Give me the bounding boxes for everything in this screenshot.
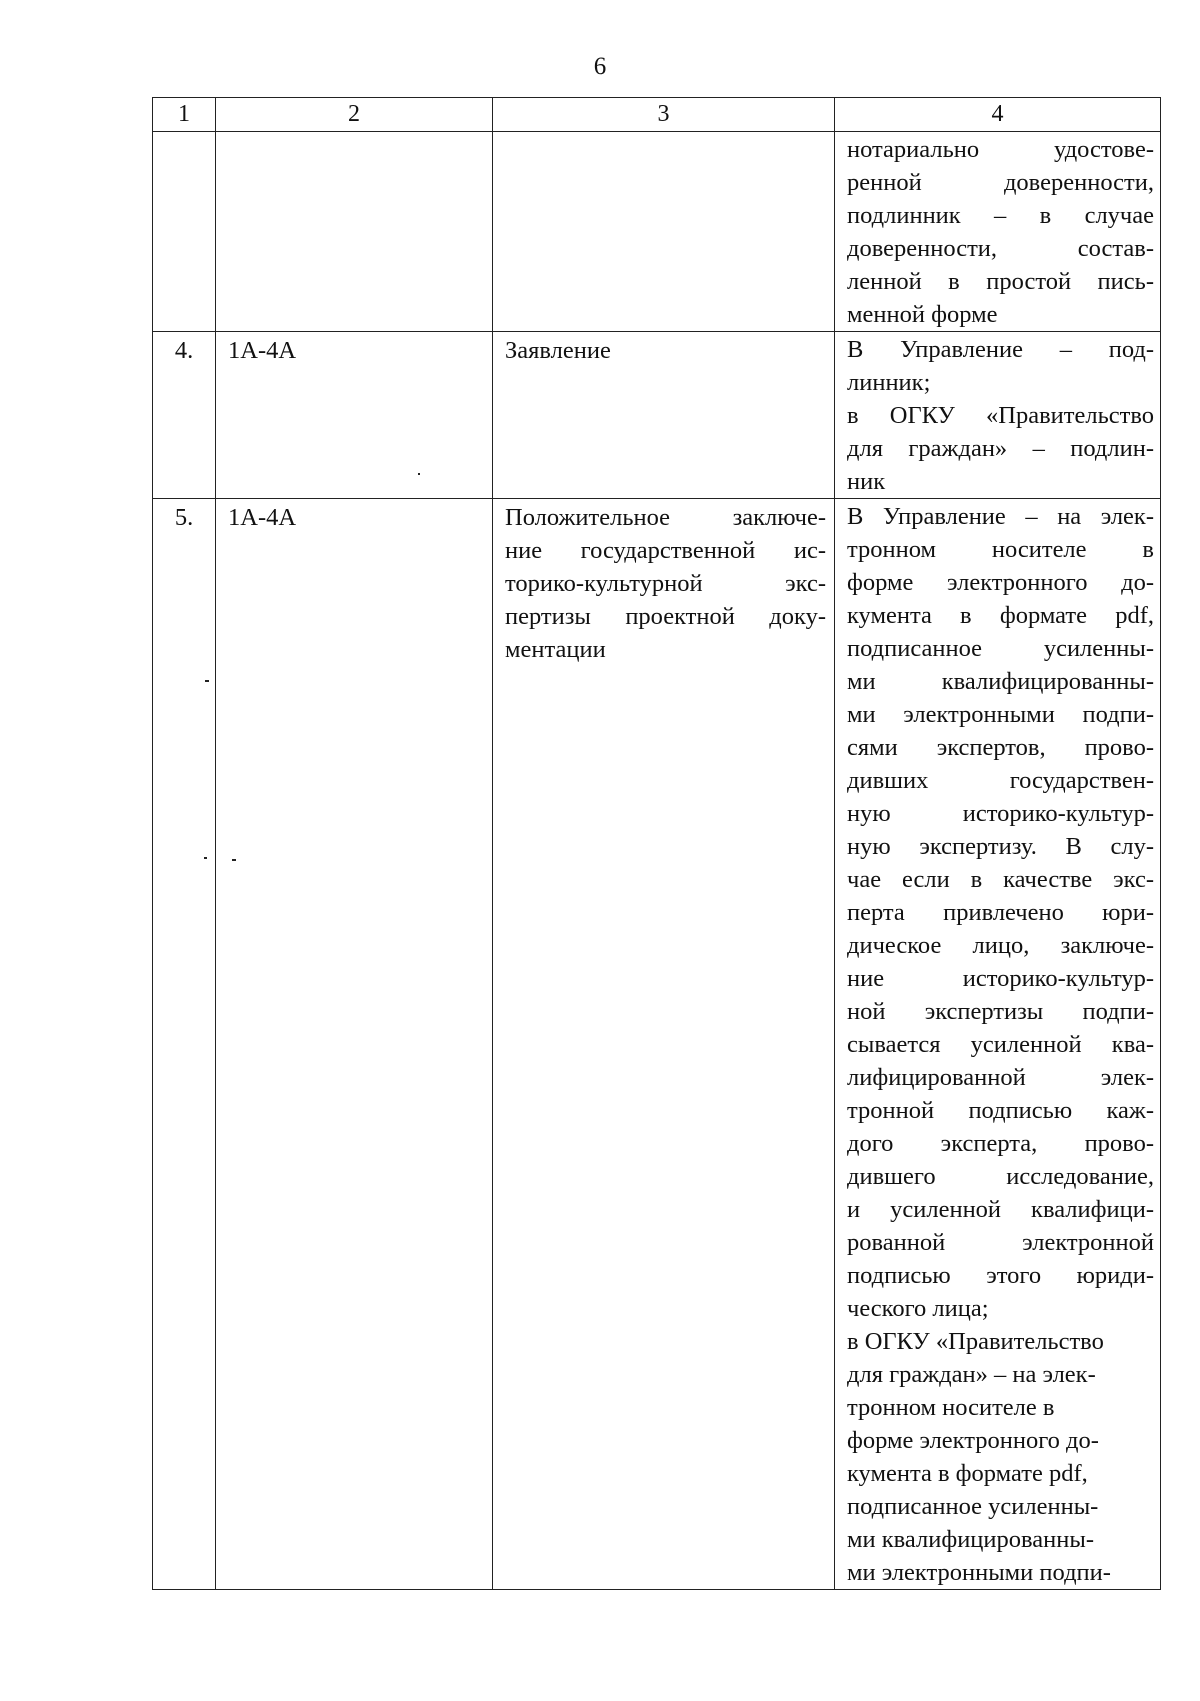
note-line: перта привлечено юри-: [847, 899, 1154, 926]
note-line: ние историко-культур-: [847, 965, 1154, 992]
note-line: форме электронного до-: [847, 569, 1154, 596]
scan-speck: [205, 680, 209, 682]
table-row: [153, 499, 1161, 1590]
scan-speck: [204, 857, 207, 859]
column-header-4: 4: [835, 98, 1161, 132]
note-line: ник: [847, 468, 886, 495]
name-line: торико-культурной экс-: [505, 570, 826, 597]
note-line: сывается усиленной ква-: [847, 1031, 1154, 1058]
note-line: менной форме: [847, 301, 998, 328]
note-line: ми квалифицированны-: [847, 1526, 1094, 1553]
column-header-2: 2: [216, 98, 493, 132]
row-number-cell: 4.: [153, 332, 216, 499]
name-line: ментации: [505, 636, 606, 663]
scan-speck: [418, 473, 420, 475]
note-line: кумента в формате pdf,: [847, 1460, 1088, 1487]
note-line: подписью этого юриди-: [847, 1262, 1154, 1289]
note-line: дическое лицо, заключе-: [847, 932, 1154, 959]
row-note-cell: [835, 499, 1161, 1590]
note-line: тронной подписью каж-: [847, 1097, 1154, 1124]
note-line: ренной доверенности,: [847, 169, 1154, 196]
note-line: ми электронными подпи-: [847, 701, 1154, 728]
note-line: рованной электронной: [847, 1229, 1154, 1256]
row-name-cell: [493, 132, 835, 332]
note-line: ную экспертизу. В слу-: [847, 833, 1154, 860]
name-line: пертизы проектной доку-: [505, 603, 826, 630]
row-code-cell: 1А-4А: [216, 499, 493, 1590]
name-line: Положительное заключе-: [505, 504, 826, 531]
note-line: ную историко-культур-: [847, 800, 1154, 827]
note-line: дившего исследование,: [847, 1163, 1154, 1190]
note-line: подписанное усиленны-: [847, 1493, 1099, 1520]
column-header-3: 3: [493, 98, 835, 132]
column-header-1: 1: [153, 98, 216, 132]
note-line: форме электронного до-: [847, 1427, 1099, 1454]
note-line: В Управление – под-: [847, 336, 1154, 363]
note-line: в ОГКУ «Правительство: [847, 402, 1154, 429]
row-note-cell: [835, 132, 1161, 332]
note-line: кумента в формате pdf,: [847, 602, 1154, 629]
name-line: ние государственной ис-: [505, 537, 826, 564]
table-header-row: [153, 98, 1161, 132]
note-line: нотариально удостове-: [847, 136, 1154, 163]
row-name-cell: Заявление: [493, 332, 835, 499]
note-line: в ОГКУ «Правительство: [847, 1328, 1104, 1355]
note-line: ленной в простой пись-: [847, 268, 1154, 295]
note-line: ной экспертизы подпи-: [847, 998, 1154, 1025]
scan-speck: [232, 859, 236, 861]
note-line: и усиленной квалифици-: [847, 1196, 1154, 1223]
note-line: ческого лица;: [847, 1295, 989, 1322]
page-number: 6: [593, 53, 607, 80]
note-line: подписанное усиленны-: [847, 635, 1154, 662]
note-line: для граждан» – на элек-: [847, 1361, 1096, 1388]
note-line: дого эксперта, прово-: [847, 1130, 1154, 1157]
note-line: ми электронными подпи-: [847, 1559, 1111, 1586]
row-code-cell: 1А-4А: [216, 332, 493, 499]
table-row: [153, 332, 1161, 499]
note-line: лифицированной элек-: [847, 1064, 1154, 1091]
row-number-cell: 5.: [153, 499, 216, 1590]
note-line: тронном носителе в: [847, 1394, 1055, 1421]
note-line: тронном носителе в: [847, 536, 1154, 563]
note-line: сями экспертов, прово-: [847, 734, 1154, 761]
note-line: чае если в качестве экс-: [847, 866, 1154, 893]
table-row: [153, 132, 1161, 332]
note-line: для граждан» – подлин-: [847, 435, 1154, 462]
note-line: В Управление – на элек-: [847, 503, 1154, 530]
note-line: дивших государствен-: [847, 767, 1154, 794]
note-line: подлинник – в случае: [847, 202, 1154, 229]
row-code-cell: [216, 132, 493, 332]
note-line: ми квалифицированны-: [847, 668, 1154, 695]
note-line: линник;: [847, 369, 931, 396]
row-number-cell: [153, 132, 216, 332]
row-name-cell: [493, 499, 835, 1590]
note-line: доверенности, состав-: [847, 235, 1154, 262]
row-note-cell: [835, 332, 1161, 499]
document-table: [152, 97, 1161, 1590]
